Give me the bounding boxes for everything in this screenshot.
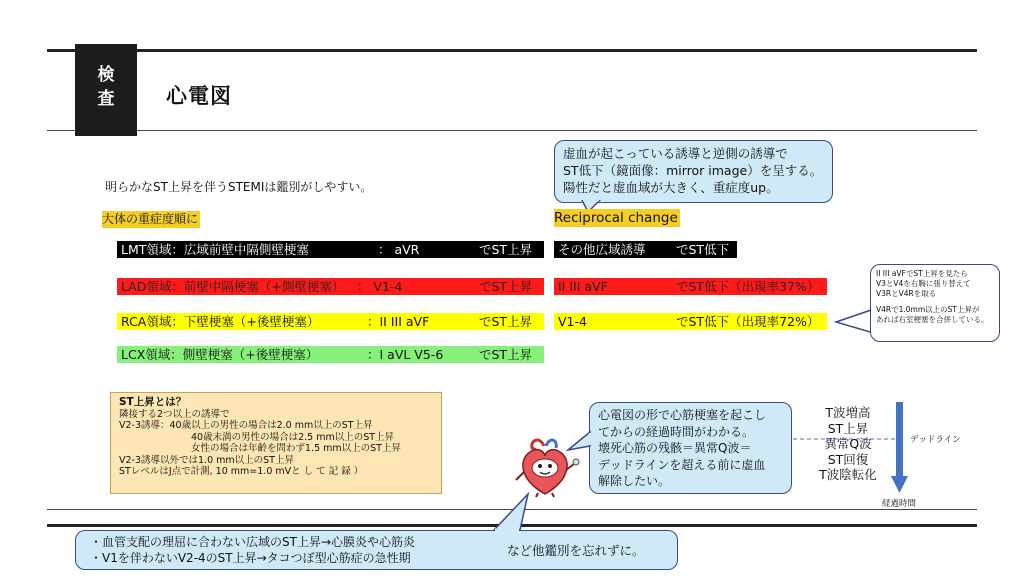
row-lmt xyxy=(117,241,544,258)
callout-time-line-1: 心電図の形で心筋梗塞を起こし xyxy=(598,408,767,422)
timeline-item-abnormal-q: 異常Q波 xyxy=(824,436,872,451)
callout-differential xyxy=(75,530,678,570)
row-lmt-reciprocal-st: でST低下 xyxy=(676,242,730,257)
row-lad xyxy=(117,278,544,295)
side-note-line-2: V3とV4を右胸に張り替えて xyxy=(876,279,971,288)
row-rca xyxy=(117,313,544,330)
st-box-line-2: V2-3誘導：40歳以上の男性の場合は2.0 mm以上のST上昇 xyxy=(119,420,373,431)
timeline-item-st-elevation: ST上昇 xyxy=(827,420,869,436)
st-box-line-5: V2-3誘導以外では1.0 mm以上のST上昇 xyxy=(119,454,294,466)
right-heading: Reciprocal change xyxy=(554,210,678,226)
timeline-item-t-inversion: T波陰転化 xyxy=(819,467,877,482)
intro-text: 明らかなST上昇を伴うSTEMIは鑑別がしやすい。 xyxy=(105,180,373,194)
row-lcx-leads: ：I aVL V5-6 xyxy=(367,347,444,362)
row-rca-region: RCA領域：下壁梗塞（+後壁梗塞） xyxy=(121,314,320,329)
callout-reciprocal-line-1: 虚血が起こっている誘導と逆側の誘導で xyxy=(563,146,788,161)
row-lmt-region: LMT領域：広域前壁中隔側壁梗塞 xyxy=(121,242,309,257)
row-lad-leads: ： V1-4 xyxy=(357,279,403,294)
row-rca-st: でST上昇 xyxy=(479,314,533,329)
callout-time-tail xyxy=(566,430,592,454)
st-box-title: ST上昇とは？ xyxy=(119,396,187,408)
side-note-line-3: V3RとV4Rを取る xyxy=(876,289,937,298)
deadline-dashed-line xyxy=(793,436,905,442)
st-box-line-6: STレベルはJ点で計測, 10 mm=1.0 mVと し て 記 録 ） xyxy=(119,466,364,477)
row-lad-reciprocal-st: でST低下（出現率37%） xyxy=(676,279,820,294)
section-badge xyxy=(75,44,137,136)
callout-time-line-3: 壊死心筋の残骸＝異常Q波＝ xyxy=(598,441,752,455)
row-lad-region: LAD領域：前壁中隔梗塞（+側壁梗塞） xyxy=(121,279,345,294)
side-note-line-1: II III aVFでST上昇を見たら xyxy=(876,269,968,278)
row-lmt-leads: ： aVR xyxy=(378,242,420,257)
row-lad-reciprocal xyxy=(554,278,827,295)
timeline-labels xyxy=(808,405,888,483)
callout-time-line-2: てからの経過時間がわかる。 xyxy=(598,424,755,439)
row-rca-leads: ：II III aVF xyxy=(367,314,430,329)
row-lad-st: でST上昇 xyxy=(479,279,533,294)
callout-reciprocal xyxy=(554,140,833,203)
time-axis-arrow xyxy=(891,402,909,494)
left-heading: 大体の重症度順に xyxy=(102,212,199,226)
callout-time-course xyxy=(589,402,792,494)
st-box-line-4: 女性の場合は年齢を問わず1.5 mm以上のST上昇 xyxy=(191,443,401,454)
row-rca-reciprocal xyxy=(554,313,827,330)
row-lmt-st: でST上昇 xyxy=(479,242,533,257)
row-rca-reciprocal-leads: V1-4 xyxy=(558,314,587,329)
callout-time-line-4: デッドラインを超える前に虚血 xyxy=(598,457,766,472)
row-lcx-st: でST上昇 xyxy=(479,347,533,362)
st-elevation-definition-box xyxy=(110,392,442,494)
row-rca-reciprocal-st: でST低下（出現率72%） xyxy=(676,314,820,329)
header-top-rule xyxy=(47,49,977,52)
side-note xyxy=(870,264,1000,342)
row-lmt-reciprocal xyxy=(554,241,737,258)
callout-reciprocal-line-2: ST低下（鏡面像：mirror image）を呈する。 xyxy=(563,163,823,178)
st-box-line-3: 40歳未満の男性の場合は2.5 mm以上のST上昇 xyxy=(191,431,395,443)
row-lad-reciprocal-leads: II III aVF xyxy=(558,279,608,294)
callout-differential-line-1: ・血管支配の理屈に合わない広域のST上昇→心膜炎や心筋炎 xyxy=(90,535,416,549)
page-title: 心電図 xyxy=(166,84,232,108)
section-badge-char-1: 検 xyxy=(97,65,115,85)
timeline-item-t-wave-peaking: T波増高 xyxy=(825,405,871,420)
callout-differential-tail xyxy=(480,492,532,532)
callout-reciprocal-line-3: 陽性だと虚血域が大きく、重症度up。 xyxy=(563,180,779,195)
row-lcx-region: LCX領域：側壁梗塞（+後壁梗塞） xyxy=(121,347,319,362)
row-lcx xyxy=(117,346,544,363)
timeline-item-st-recovery: ST回復 xyxy=(827,451,869,467)
section-badge-char-2: 査 xyxy=(97,89,115,109)
callout-differential-suffix: など他鑑別を忘れずに。 xyxy=(507,543,645,558)
callout-differential-line-2: ・V1を伴わないV2-4のST上昇→タコつぼ型心筋症の急性期 xyxy=(90,551,411,565)
side-note-line-6: あれば右室梗塞を合併している。 xyxy=(876,315,989,324)
side-note-line-5: V4Rで1.0mm以上のST上昇が xyxy=(876,305,980,314)
time-axis-label: 経過時間 xyxy=(882,499,917,509)
deadline-label: デッドライン xyxy=(910,435,961,445)
st-box-line-1: 隣接する2つ以上の誘導で xyxy=(119,408,230,420)
row-lmt-reciprocal-leads: その他広域誘導 xyxy=(558,242,646,257)
callout-time-line-5: 解除したい。 xyxy=(598,474,671,488)
header-bottom-rule xyxy=(47,130,977,131)
